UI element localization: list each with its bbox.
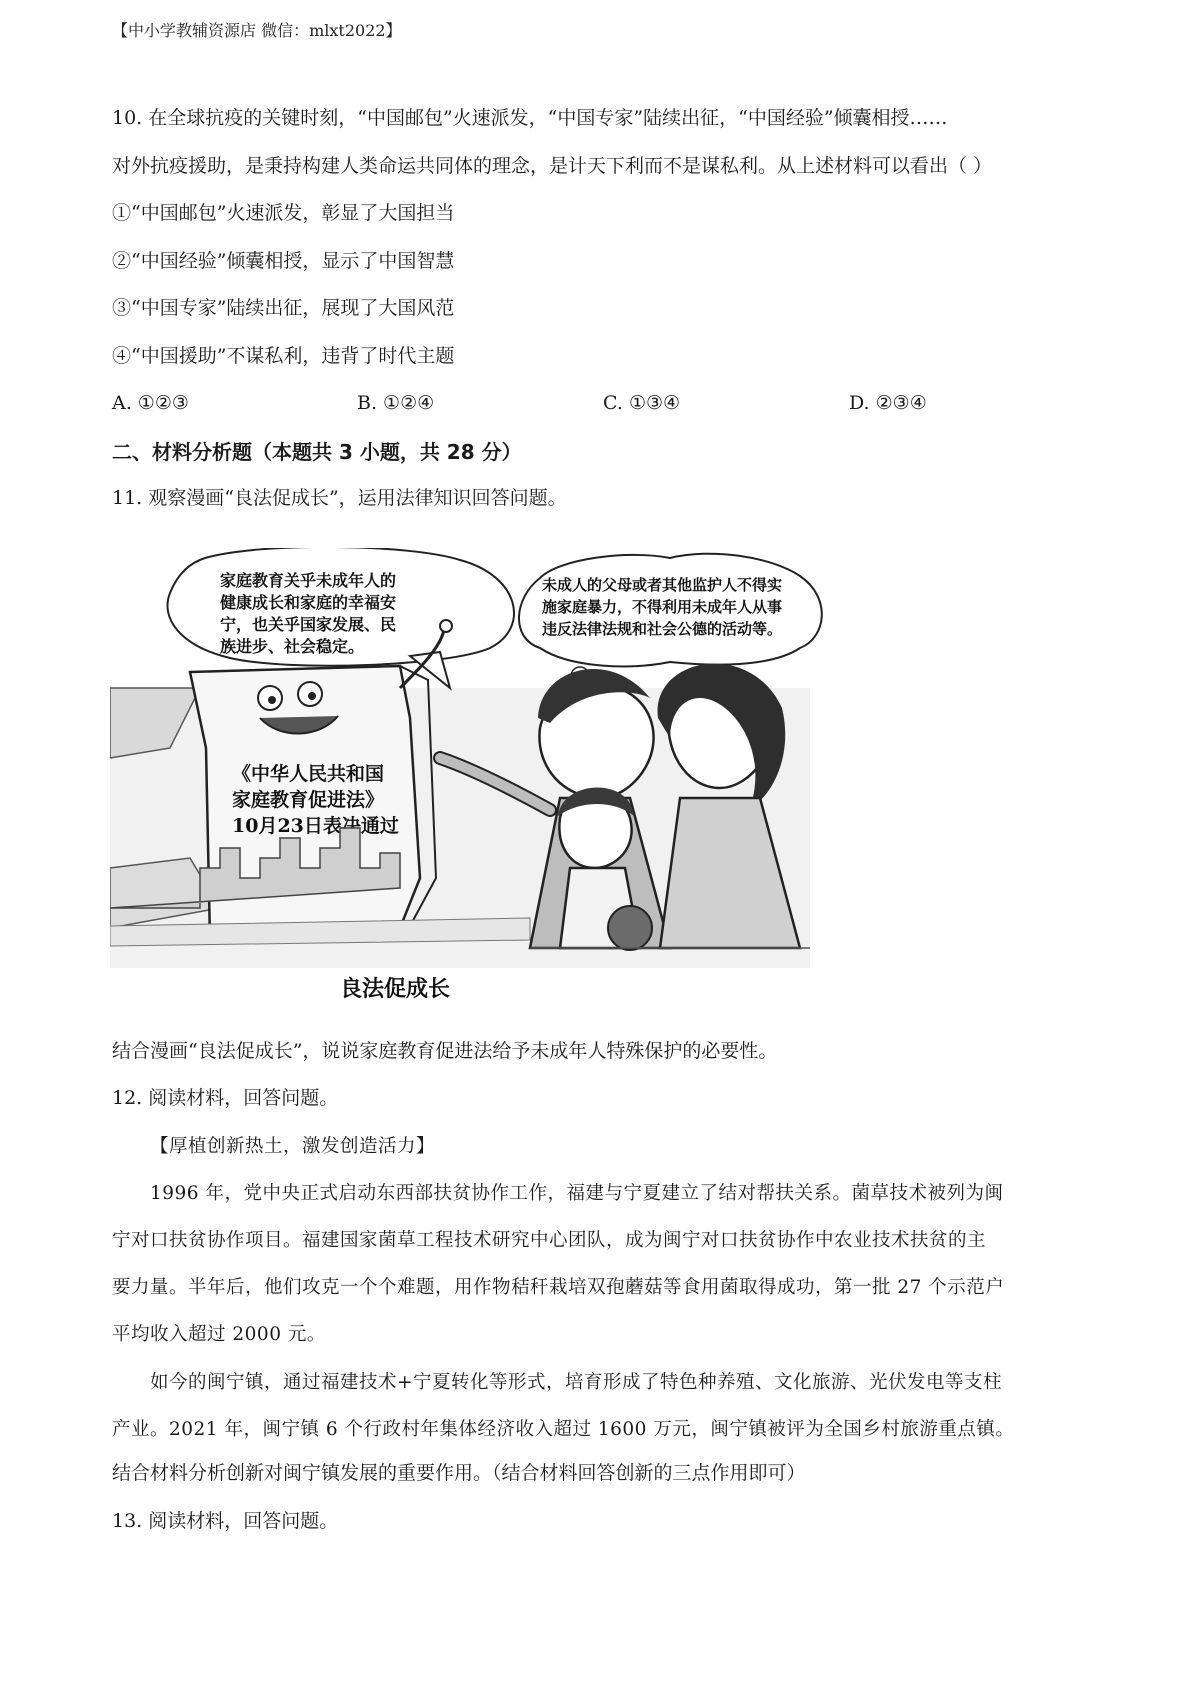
material-line: 要力量。半年后，他们攻克一个个难题，用作物秸秆栽培双孢蘑菇等食用菌取得成功，第一批 27 个示范户 <box>112 1277 1005 1298</box>
bubble-right-line: 违反法律法规和社会公德的活动等。 <box>542 620 783 638</box>
bubble-left-line: 家庭教育关乎未成年人的 <box>220 571 397 590</box>
bubble-left-line: 宁，也关乎国家发展、民 <box>220 615 397 634</box>
book-title-line: 家庭教育促进法》 <box>232 789 385 811</box>
q13-stem: 13. 阅读材料，回答问题。 <box>112 1510 339 1532</box>
q10-stem-line1: 10. 在全球抗疫的关键时刻，“中国邮包”火速派发，“中国专家”陆续出征，“中国经验”倾囊相授…… <box>112 107 948 129</box>
q10-statement: ①“中国邮包”火速派发，彰显了大国担当 <box>112 202 455 224</box>
bubble-right-line: 未成人的父母或者其他监护人不得实 <box>542 576 783 594</box>
material-line: 产业。2021 年，闽宁镇 6 个行政村年集体经济收入超过 1600 万元，闽宁镇被评为全国乡村旅游重点镇。 <box>112 1419 1015 1440</box>
bubble-left-line: 健康成长和家庭的幸福安 <box>220 593 397 612</box>
page-header: 【中小学教辅资源店 微信：mlxt2022】 <box>112 21 402 40</box>
q10-option-b: B. ①②④ <box>357 392 435 414</box>
q11-question: 结合漫画“良法促成长”，说说家庭教育促进法给予未成年人特殊保护的必要性。 <box>112 1040 778 1062</box>
q12-stem: 12. 阅读材料，回答问题。 <box>112 1087 339 1109</box>
q11-stem: 11. 观察漫画“良法促成长”，运用法律知识回答问题。 <box>112 487 567 509</box>
cartoon-illustration <box>110 548 832 1013</box>
q10-option-d: D. ②③④ <box>849 392 927 414</box>
cartoon-caption: 良法促成长 <box>340 976 451 1002</box>
bubble-right-line: 施家庭暴力，不得利用未成年人从事 <box>542 598 783 616</box>
material-line: 1996 年，党中央正式启动东西部扶贫协作工作，福建与宁夏建立了结对帮扶关系。菌草技术被列为闽 <box>150 1183 1004 1204</box>
q10-statement: ②“中国经验”倾囊相授，显示了中国智慧 <box>112 250 455 272</box>
material-line: 平均收入超过 2000 元。 <box>112 1324 326 1345</box>
material-line: 宁对口扶贫协作项目。福建国家菌草工程技术研究中心团队，成为闽宁对口扶贫协作中农业技术扶贫的主 <box>112 1230 987 1251</box>
q10-stem-line2: 对外抗疫援助，是秉持构建人类命运共同体的理念，是计天下利而不是谋私利。从上述材料可以看出（ ） <box>112 155 993 177</box>
book-title-line: 《中华人民共和国 <box>232 763 385 785</box>
q10-option-a: A. ①②③ <box>112 392 189 414</box>
q10-statement: ③“中国专家”陆续出征，展现了大国风范 <box>112 297 455 319</box>
material-title: 【厚植创新热土，激发创造活力】 <box>150 1136 436 1157</box>
section-title: 二、材料分析题（本题共 3 小题，共 28 分） <box>112 440 522 464</box>
book-title-line: 10月23日表决通过 <box>232 815 399 837</box>
q12-question: 结合材料分析创新对闽宁镇发展的重要作用。（结合材料回答创新的三点作用即可） <box>112 1462 806 1484</box>
q10-option-c: C. ①③④ <box>603 392 681 414</box>
material-line: 如今的闽宁镇，通过福建技术+宁夏转化等形式，培育形成了特色种养殖、文化旅游、光伏发电等支柱 <box>150 1372 1003 1393</box>
q10-statement: ④“中国援助”不谋私利，违背了时代主题 <box>112 345 455 367</box>
bubble-left-line: 族进步、社会稳定。 <box>220 637 365 656</box>
